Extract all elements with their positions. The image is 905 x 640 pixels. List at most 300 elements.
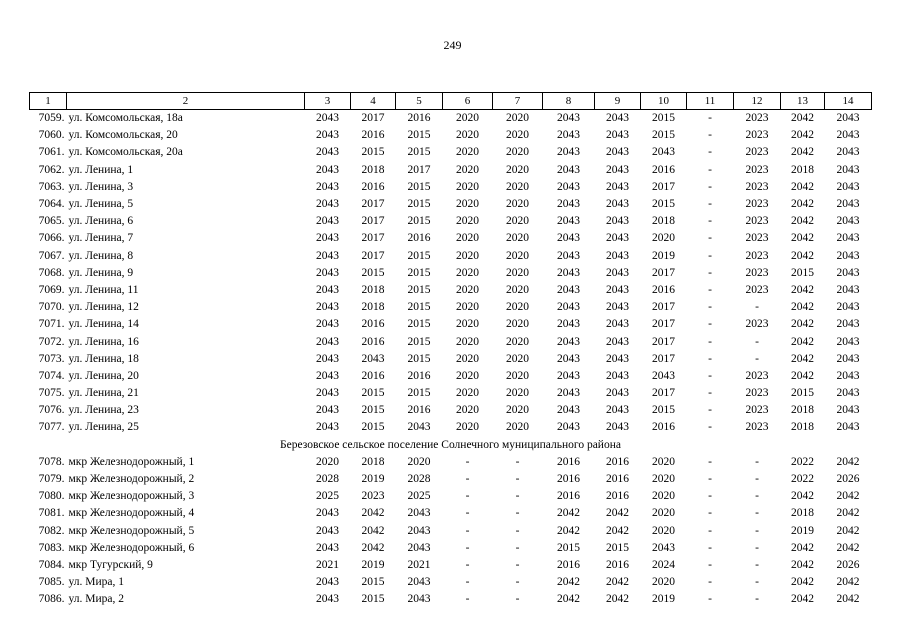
year-cell: 2015 (791, 387, 814, 400)
year-cell: 2015 (407, 266, 431, 279)
year-cell: - (708, 524, 712, 537)
table-row (30, 419, 872, 436)
year-cell: 2023 (745, 404, 769, 417)
year-cell: 2018 (791, 163, 814, 176)
year-cell: - (708, 335, 712, 348)
year-cell: 2020 (506, 146, 529, 159)
table-row (30, 282, 872, 299)
year-cell: 2020 (456, 232, 479, 245)
table-row (30, 230, 872, 247)
year-cell: 2043 (652, 541, 675, 554)
year-cell: 2043 (606, 129, 629, 142)
year-cell: - (708, 232, 712, 245)
year-cell: 2016 (606, 558, 629, 571)
year-cell: 2042 (791, 198, 814, 211)
year-cell: 2015 (407, 129, 431, 142)
year-cell: 2023 (745, 215, 769, 228)
column-header: 4 (351, 93, 396, 110)
year-cell: 2020 (506, 352, 529, 365)
year-cell: 2015 (407, 387, 431, 400)
table-row (30, 179, 872, 196)
year-cell: - (708, 490, 712, 503)
year-cell: 2020 (652, 473, 675, 486)
year-cell: - (515, 593, 520, 606)
year-cell: 2019 (361, 558, 385, 571)
section-heading: Березовское сельское поселение Солнечного муниципального района (280, 438, 621, 451)
address-cell: ул. Ленина, 7 (68, 232, 134, 245)
year-cell: 2042 (791, 249, 814, 262)
row-number: 7067. (38, 249, 65, 262)
address-cell: мкр Железнодорожный, 6 (68, 541, 195, 554)
year-cell: - (755, 473, 759, 486)
year-cell: 2020 (506, 387, 529, 400)
year-cell: 2042 (791, 335, 814, 348)
year-cell: 2020 (506, 266, 529, 279)
year-cell: 2018 (791, 421, 814, 434)
year-cell: 2020 (652, 576, 675, 589)
year-cell: 2020 (506, 129, 529, 142)
table-row (30, 162, 872, 179)
year-cell: 2026 (836, 473, 860, 486)
year-cell: 2043 (407, 593, 431, 606)
row-number: 7081. (38, 507, 65, 520)
year-cell: 2020 (506, 112, 529, 125)
year-cell: 2043 (606, 283, 629, 296)
year-cell: 2043 (557, 146, 580, 159)
year-cell: 2016 (652, 163, 675, 176)
year-cell: 2043 (316, 593, 339, 606)
year-cell: 2042 (791, 593, 814, 606)
year-cell: 2017 (361, 232, 385, 245)
year-cell: 2043 (557, 266, 580, 279)
year-cell: 2043 (606, 112, 629, 125)
year-cell: 2043 (606, 266, 629, 279)
address-cell: ул. Ленина, 1 (68, 163, 134, 176)
year-cell: 2023 (745, 318, 769, 331)
year-cell: 2025 (316, 490, 339, 503)
year-cell: - (755, 335, 759, 348)
year-cell: - (708, 249, 712, 262)
address-cell: мкр Железнодорожный, 4 (68, 507, 195, 520)
table-row (30, 196, 872, 213)
year-cell: - (755, 576, 759, 589)
year-cell: 2043 (836, 146, 860, 159)
address-cell: ул. Комсомольская, 20а (68, 146, 183, 159)
table-row (30, 333, 872, 350)
column-header: 14 (825, 93, 872, 110)
year-cell: - (708, 112, 712, 125)
year-cell: 2042 (836, 524, 860, 537)
year-cell: 2043 (836, 198, 860, 211)
year-cell: - (708, 593, 712, 606)
year-cell: - (708, 129, 712, 142)
year-cell: - (465, 473, 470, 486)
row-number: 7083. (38, 541, 65, 554)
year-cell: 2043 (652, 146, 675, 159)
year-cell: 2043 (836, 112, 860, 125)
year-cell: 2020 (456, 146, 479, 159)
year-cell: 2016 (557, 455, 580, 468)
year-cell: 2020 (456, 163, 479, 176)
year-cell: 2020 (456, 266, 479, 279)
year-cell: 2043 (316, 198, 339, 211)
year-cell: - (465, 593, 470, 606)
year-cell: 2023 (745, 249, 769, 262)
address-cell: ул. Ленина, 11 (68, 283, 139, 296)
year-cell: 2020 (456, 180, 479, 193)
table-row (30, 144, 872, 161)
year-cell: 2015 (652, 198, 675, 211)
column-header: 11 (687, 93, 734, 110)
year-cell: - (708, 318, 712, 331)
page-number: 249 (443, 38, 462, 52)
year-cell: 2042 (836, 593, 860, 606)
year-cell: 2020 (456, 318, 479, 331)
year-cell: 2042 (791, 301, 814, 314)
year-cell: 2020 (456, 249, 479, 262)
table-row (30, 540, 872, 557)
table-row (30, 505, 872, 522)
year-cell: 2028 (407, 473, 431, 486)
year-cell: - (708, 146, 712, 159)
year-cell: 2043 (407, 576, 431, 589)
year-cell: 2016 (606, 473, 629, 486)
address-cell: ул. Ленина, 21 (68, 387, 139, 400)
year-cell: 2023 (745, 369, 769, 382)
row-number: 7082. (38, 524, 65, 537)
year-cell: 2020 (456, 352, 479, 365)
year-cell: 2043 (316, 507, 339, 520)
table-row (30, 351, 872, 368)
column-header: 2 (67, 93, 305, 110)
year-cell: 2043 (606, 421, 629, 434)
year-cell: 2043 (557, 215, 580, 228)
year-cell: 2042 (791, 318, 814, 331)
year-cell: 2016 (407, 404, 431, 417)
year-cell: - (708, 455, 712, 468)
year-cell: 2015 (407, 283, 431, 296)
year-cell: - (465, 558, 470, 571)
row-number: 7060. (38, 129, 65, 142)
address-cell: ул. Ленина, 8 (68, 249, 134, 262)
year-cell: - (465, 455, 470, 468)
year-cell: 2043 (557, 335, 580, 348)
year-cell: 2043 (316, 112, 339, 125)
year-cell: 2020 (652, 524, 675, 537)
column-header: 8 (543, 93, 595, 110)
year-cell: 2023 (745, 163, 769, 176)
column-header: 1 (30, 93, 67, 110)
year-cell: 2023 (745, 421, 769, 434)
year-cell: 2016 (652, 283, 675, 296)
year-cell: 2016 (557, 473, 580, 486)
year-cell: 2015 (407, 215, 431, 228)
table-row (30, 557, 872, 574)
year-cell: 2015 (652, 129, 675, 142)
year-cell: 2043 (836, 335, 860, 348)
year-cell: 2016 (652, 421, 675, 434)
year-cell: 2020 (506, 283, 529, 296)
year-cell: 2015 (791, 266, 814, 279)
row-number: 7066. (38, 232, 65, 245)
year-cell: 2022 (791, 455, 814, 468)
address-cell: ул. Ленина, 6 (68, 215, 134, 228)
year-cell: 2016 (407, 232, 431, 245)
year-cell: 2015 (407, 249, 431, 262)
section-heading-row (30, 437, 872, 454)
year-cell: 2018 (361, 301, 385, 314)
year-cell: 2017 (652, 266, 675, 279)
year-cell: 2017 (361, 249, 385, 262)
year-cell: - (755, 541, 759, 554)
table-body (30, 93, 872, 609)
table-row (30, 265, 872, 282)
year-cell: 2023 (745, 112, 769, 125)
row-number: 7070. (38, 301, 65, 314)
year-cell: 2020 (652, 490, 675, 503)
year-cell: - (708, 558, 712, 571)
year-cell: - (708, 541, 712, 554)
year-cell: - (515, 558, 520, 571)
column-header: 3 (305, 93, 351, 110)
year-cell: 2043 (316, 335, 339, 348)
year-cell: 2043 (557, 180, 580, 193)
year-cell: - (465, 541, 470, 554)
year-cell: 2026 (836, 558, 860, 571)
year-cell: 2043 (836, 283, 860, 296)
year-cell: - (708, 215, 712, 228)
year-cell: - (465, 490, 470, 503)
year-cell: - (708, 352, 712, 365)
year-cell: 2043 (316, 180, 339, 193)
year-cell: 2042 (836, 507, 860, 520)
address-cell: ул. Ленина, 16 (68, 335, 139, 348)
year-cell: 2020 (456, 335, 479, 348)
column-header: 12 (734, 93, 781, 110)
year-cell: 2020 (456, 301, 479, 314)
year-cell: 2020 (456, 215, 479, 228)
year-cell: 2043 (606, 146, 629, 159)
year-cell: 2043 (557, 129, 580, 142)
address-cell: мкр Железнодорожный, 1 (68, 455, 195, 468)
address-cell: ул. Мира, 1 (68, 576, 124, 589)
year-cell: 2043 (407, 524, 431, 537)
year-cell: - (755, 352, 759, 365)
year-cell: 2043 (407, 541, 431, 554)
address-cell: ул. Ленина, 25 (68, 421, 139, 434)
table-row (30, 574, 872, 591)
year-cell: 2017 (407, 163, 431, 176)
row-number: 7068. (38, 266, 65, 279)
table-row (30, 127, 872, 144)
year-cell: 2043 (316, 163, 339, 176)
year-cell: 2015 (407, 352, 431, 365)
column-header: 6 (443, 93, 493, 110)
year-cell: 2021 (407, 558, 431, 571)
address-cell: ул. Ленина, 18 (68, 352, 139, 365)
year-cell: 2043 (557, 404, 580, 417)
year-cell: 2043 (557, 387, 580, 400)
row-number: 7075. (38, 387, 65, 400)
year-cell: 2016 (361, 335, 385, 348)
year-cell: 2017 (652, 301, 675, 314)
year-cell: - (708, 404, 712, 417)
year-cell: 2020 (652, 455, 675, 468)
column-header: 7 (493, 93, 543, 110)
year-cell: 2017 (652, 352, 675, 365)
year-cell: 2043 (836, 163, 860, 176)
year-cell: 2020 (407, 455, 431, 468)
year-cell: 2043 (606, 180, 629, 193)
year-cell: 2043 (557, 249, 580, 262)
year-cell: 2020 (652, 507, 675, 520)
row-number: 7071. (38, 318, 65, 331)
year-cell: 2043 (836, 318, 860, 331)
year-cell: - (465, 524, 470, 537)
year-cell: 2019 (361, 473, 385, 486)
year-cell: 2042 (361, 507, 385, 520)
year-cell: 2042 (557, 593, 580, 606)
year-cell: 2019 (652, 249, 675, 262)
year-cell: 2015 (361, 421, 385, 434)
year-cell: - (708, 283, 712, 296)
year-cell: 2043 (316, 387, 339, 400)
year-cell: 2016 (361, 129, 385, 142)
year-cell: 2015 (361, 266, 385, 279)
year-cell: 2018 (361, 163, 385, 176)
row-number: 7077. (38, 421, 65, 434)
year-cell: - (708, 421, 712, 434)
year-cell: 2043 (557, 198, 580, 211)
address-cell: ул. Комсомольская, 20 (68, 129, 178, 142)
column-header: 13 (781, 93, 825, 110)
year-cell: 2043 (606, 198, 629, 211)
row-number: 7061. (38, 146, 65, 159)
row-number: 7065. (38, 215, 65, 228)
year-cell: 2043 (836, 215, 860, 228)
year-cell: 2042 (836, 455, 860, 468)
year-cell: 2042 (606, 507, 629, 520)
year-cell: 2043 (316, 146, 339, 159)
year-cell: 2043 (407, 507, 431, 520)
address-cell: ул. Ленина, 9 (68, 266, 134, 279)
row-number: 7073. (38, 352, 65, 365)
year-cell: 2015 (407, 335, 431, 348)
year-cell: 2023 (745, 232, 769, 245)
address-cell: мкр Тугурский, 9 (68, 558, 153, 571)
address-cell: ул. Ленина, 12 (68, 301, 139, 314)
year-cell: 2043 (836, 421, 860, 434)
column-header: 5 (396, 93, 443, 110)
year-cell: 2028 (316, 473, 339, 486)
year-cell: 2043 (606, 387, 629, 400)
address-cell: ул. Мира, 2 (68, 593, 124, 606)
year-cell: 2020 (456, 404, 479, 417)
year-cell: 2043 (836, 249, 860, 262)
year-cell: 2017 (652, 335, 675, 348)
year-cell: - (708, 473, 712, 486)
year-cell: - (708, 369, 712, 382)
address-cell: мкр Железнодорожный, 5 (68, 524, 195, 537)
year-cell: 2015 (407, 318, 431, 331)
year-cell: 2019 (791, 524, 814, 537)
year-cell: 2042 (791, 146, 814, 159)
year-cell: 2043 (557, 318, 580, 331)
year-cell: 2020 (456, 369, 479, 382)
year-cell: 2023 (745, 198, 769, 211)
year-cell: 2042 (791, 352, 814, 365)
table-row (30, 385, 872, 402)
table-row (30, 488, 872, 505)
year-cell: 2043 (606, 232, 629, 245)
year-cell: 2020 (506, 232, 529, 245)
year-cell: 2043 (316, 352, 339, 365)
year-cell: 2043 (606, 215, 629, 228)
year-cell: 2020 (316, 455, 339, 468)
year-cell: 2043 (407, 421, 431, 434)
year-cell: 2023 (745, 180, 769, 193)
year-cell: 2015 (407, 198, 431, 211)
year-cell: - (755, 524, 759, 537)
year-cell: 2043 (836, 404, 860, 417)
year-cell: 2016 (361, 180, 385, 193)
year-cell: 2020 (456, 421, 479, 434)
year-cell: 2023 (361, 490, 385, 503)
year-cell: 2020 (456, 387, 479, 400)
year-cell: - (515, 455, 520, 468)
table-row (30, 523, 872, 540)
year-cell: 2023 (745, 129, 769, 142)
year-cell: - (515, 490, 520, 503)
year-cell: - (708, 507, 712, 520)
year-cell: - (515, 541, 520, 554)
year-cell: 2017 (652, 387, 675, 400)
year-cell: 2020 (456, 198, 479, 211)
year-cell: 2016 (361, 369, 385, 382)
address-cell: мкр Железнодорожный, 2 (68, 473, 195, 486)
column-header: 9 (595, 93, 641, 110)
table-row (30, 402, 872, 419)
year-cell: 2043 (557, 369, 580, 382)
year-cell: 2043 (316, 541, 339, 554)
year-cell: 2043 (836, 266, 860, 279)
table-row (30, 248, 872, 265)
address-cell: ул. Ленина, 5 (68, 198, 134, 211)
year-cell: 2043 (316, 266, 339, 279)
year-cell: 2020 (456, 283, 479, 296)
year-cell: 2017 (361, 215, 385, 228)
year-cell: - (755, 490, 759, 503)
year-cell: - (708, 576, 712, 589)
data-table (29, 92, 872, 608)
year-cell: - (708, 198, 712, 211)
address-cell: ул. Ленина, 23 (68, 404, 139, 417)
year-cell: 2043 (606, 249, 629, 262)
year-cell: 2042 (361, 524, 385, 537)
year-cell: 2043 (606, 335, 629, 348)
year-cell: 2023 (745, 387, 769, 400)
year-cell: 2017 (652, 318, 675, 331)
year-cell: 2018 (361, 455, 385, 468)
year-cell: 2042 (557, 524, 580, 537)
year-cell: 2023 (745, 283, 769, 296)
row-number: 7059. (38, 112, 65, 125)
year-cell: 2043 (557, 421, 580, 434)
year-cell: 2043 (316, 232, 339, 245)
year-cell: 2020 (506, 421, 529, 434)
year-cell: 2042 (791, 576, 814, 589)
year-cell: 2015 (407, 146, 431, 159)
